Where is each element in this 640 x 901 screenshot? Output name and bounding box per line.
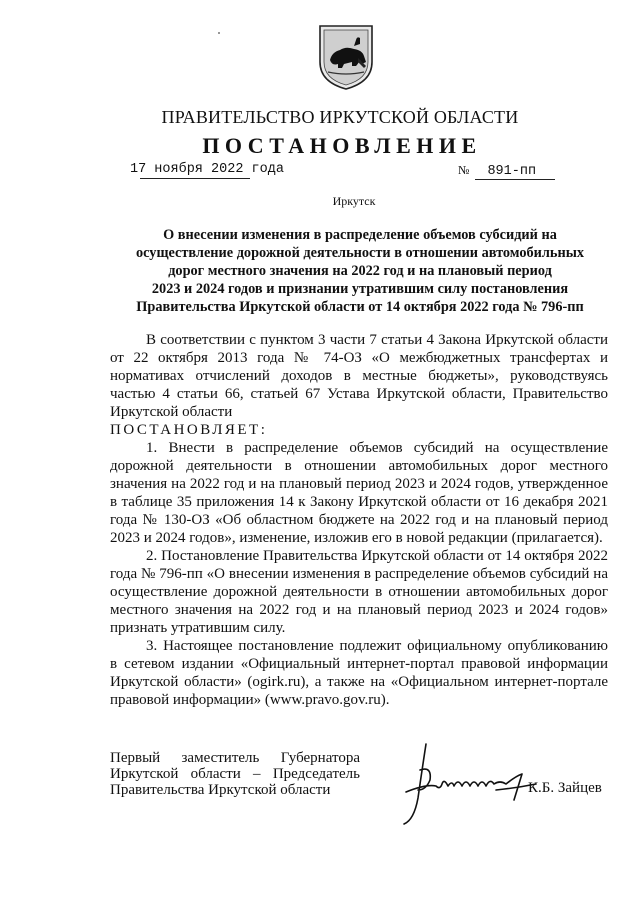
position-line: Правительства Иркутской области [110,782,331,798]
date-value: 17 ноября 2022 года [130,162,284,177]
signatory-position [110,750,360,798]
position-line: Первый заместитель Губернатора [110,750,360,766]
signatory-name: К.Б. Зайцев [528,780,602,796]
title-line: 2023 и 2024 годов и признании утратившим силу постановления [151,281,569,297]
resolves-heading: ПОСТАНОВЛЯЕТ: [110,422,268,438]
title-line: О внесении изменения в распределение объемов субсидий на [163,227,557,243]
item-3-paragraph: 3. Настоящее постановление подлежит официальному опубликованию в сетевом издании «Официальный интернет-портал правовой информации Иркутской области» (ogirk.ru), а также на «Официальном интернет-портале правовой информации» (www.pravo.gov.ru). [110,638,608,708]
number-label: № [458,163,470,177]
document-date [130,162,284,177]
document-type: ПОСТАНОВЛЕНИЕ [202,133,482,158]
title-line: Правительства Иркутской области от 14 октября 2022 года № 796-пп [136,299,584,315]
title-line: осуществление дорожной деятельности в отношении автомобильных [135,245,585,261]
city: Иркутск [332,194,376,208]
position-line: Иркутской области – Председатель [110,766,360,782]
title-line: дорог местного значения на 2022 год и на плановый период [168,263,552,279]
government-name: ПРАВИТЕЛЬСТВО ИРКУТСКОЙ ОБЛАСТИ [161,107,519,127]
date-underline [140,178,250,179]
document-body [110,331,608,709]
document-number [458,163,555,180]
number-value: 891-пп [475,164,555,180]
item-1-paragraph: 1. Внести в распределение объемов субсидий на осуществление дорожной деятельности в отношении автомобильных дорог местного значения на 2022 год и на плановый период 2023 и 2024 годов, утвержденное в таблице 35 приложения 14 к Закону Иркутской области от 16 декабря 2021 года № 130-ОЗ «Об областном бюджете на 2022 год и на плановый период 2023 и 2024 годов», изменение, изложив его в новой редакции (прилагается). [110,440,608,546]
preamble-paragraph: В соответствии с пунктом 3 части 7 статьи 4 Закона Иркутской области от 22 октября 2013 года № 74-ОЗ «О межбюджетных трансфертах и нормативах отчислений доходов в местные бюджеты», руководствуясь частью 4 статьи 66, статьей 67 Устава Иркутской области, Правительство Иркутской области [110,332,608,420]
document-title [120,226,600,316]
item-2-paragraph: 2. Постановление Правительства Иркутской области от 14 октября 2022 года № 796-пп «О внесении изменения в распределение объемов субсидий на осуществление дорожной деятельности в отношении автомобильных дорог местного значения на 2022 год и на плановый период 2023 и 2024 годов» признать утратившим силу. [110,548,608,636]
scan-speck [218,32,220,34]
irkutsk-coat-of-arms-icon [316,22,376,92]
